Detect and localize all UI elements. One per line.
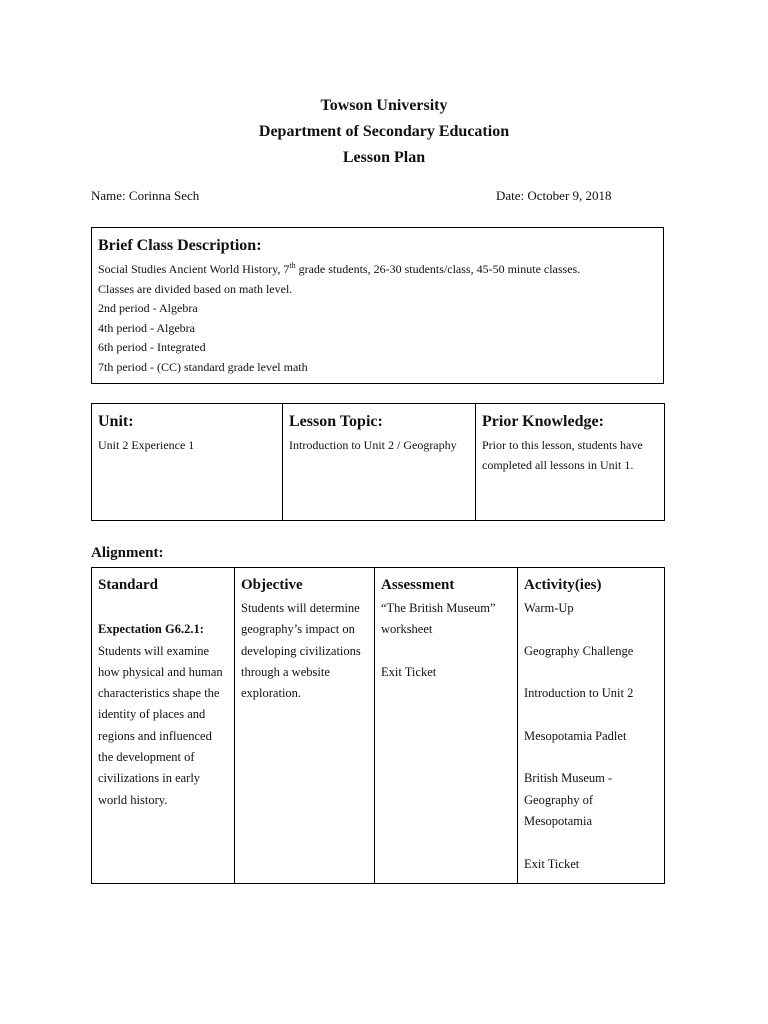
spacer	[381, 641, 511, 662]
class-description-line	[98, 260, 657, 280]
standard-header: Standard	[98, 577, 159, 593]
period-line: 6th period - Integrated	[98, 340, 206, 354]
spacer	[98, 598, 228, 619]
teacher-name: Name: Corinna Sech	[91, 188, 200, 203]
prior-knowledge-title: Prior Knowledge:	[482, 413, 604, 430]
lesson-topic-text: Introduction to Unit 2 / Geography	[289, 438, 457, 452]
standard-cell	[92, 568, 235, 884]
department-name: Department of Secondary Education	[258, 123, 510, 140]
lesson-topic-cell	[283, 404, 476, 521]
assessment-item: Exit Ticket	[381, 664, 437, 679]
period-line: 2nd period - Algebra	[98, 301, 198, 315]
unit-info-table	[91, 403, 665, 521]
alignment-title: Alignment:	[91, 545, 164, 561]
spacer	[524, 662, 658, 683]
unit-title: Unit:	[98, 413, 134, 430]
class-description-box	[91, 227, 664, 384]
university-name: Towson University	[320, 97, 448, 114]
class-description-line: Classes are divided based on math level.	[98, 281, 293, 296]
activity-item: Introduction to Unit 2	[524, 686, 634, 701]
prior-knowledge-text: Prior to this lesson, students have completed all lessons in Unit 1.	[482, 438, 643, 472]
standard-text: Students will examine how physical and human characteristics shape the identity of places and regions and influenced the development of civilizations in early world history.	[98, 643, 223, 807]
document-title: Lesson Plan	[342, 149, 426, 166]
assessment-header: Assessment	[381, 577, 455, 593]
activity-item: Warm-Up	[524, 601, 574, 615]
spacer	[524, 832, 658, 853]
spacer	[524, 704, 658, 725]
document-header	[0, 93, 768, 171]
class-description-line1-post: grade students, 26-30 students/class, 45-50 minute classes.	[295, 262, 581, 276]
grade-superscript: th	[289, 261, 296, 270]
activities-header: Activity(ies)	[524, 577, 602, 593]
assessment-item: “The British Museum” worksheet	[381, 601, 496, 637]
lesson-date: Date: October 9, 2018	[496, 188, 612, 203]
spacer	[524, 619, 658, 640]
unit-text: Unit 2 Experience 1	[98, 438, 195, 452]
objective-text: Students will determine geography’s impact on developing civilizations through a website exploration.	[241, 601, 361, 701]
activities-cell	[518, 568, 665, 884]
unit-cell	[92, 404, 283, 521]
class-description-title: Brief Class Description:	[98, 237, 262, 254]
objective-header: Objective	[241, 577, 303, 593]
spacer	[524, 747, 658, 768]
expectation-label: Expectation G6.2.1:	[98, 622, 204, 637]
period-line: 4th period - Algebra	[98, 320, 195, 335]
assessment-cell	[375, 568, 518, 884]
prior-knowledge-cell	[476, 404, 665, 521]
activity-item: Geography Challenge	[524, 643, 634, 658]
activity-item: Exit Ticket	[524, 856, 580, 871]
activity-item: British Museum - Geography of Mesopotamia	[524, 771, 613, 828]
period-line: 7th period - (CC) standard grade level math	[98, 359, 308, 374]
class-description-line1-pre: Social Studies Ancient World History, 7	[98, 262, 290, 276]
objective-cell	[235, 568, 375, 884]
lesson-topic-title: Lesson Topic:	[289, 413, 383, 430]
activity-item: Mesopotamia Padlet	[524, 728, 627, 743]
alignment-table	[91, 567, 665, 884]
